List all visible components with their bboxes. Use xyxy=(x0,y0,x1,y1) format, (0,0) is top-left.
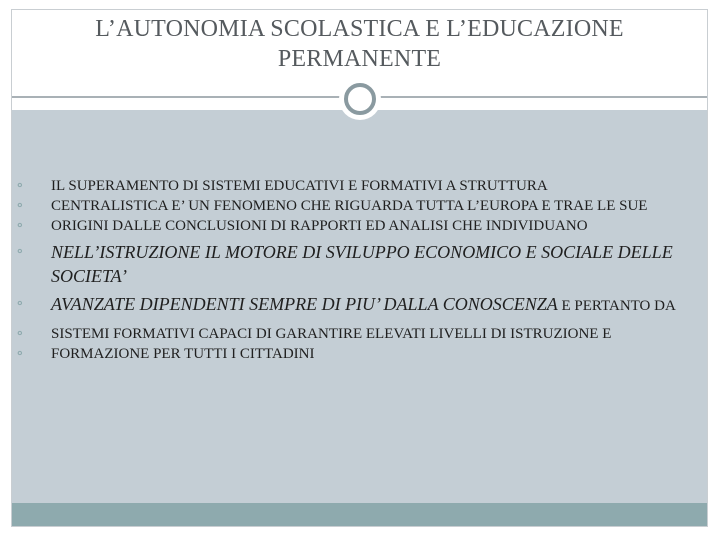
orb-bullet-icon: ∘ xyxy=(16,177,24,194)
bullet-text: FORMAZIONE PER TUTTI I CITTADINI xyxy=(51,346,315,362)
bullet-item xyxy=(12,240,692,288)
orb-bullet-icon: ∘ xyxy=(16,345,24,362)
bullet-list xyxy=(12,176,692,364)
orb-bullet-icon: ∘ xyxy=(16,217,24,234)
divider-circle-icon xyxy=(339,78,381,120)
orb-bullet-icon: ∘ xyxy=(16,325,24,342)
bullet-text-normal: E PERTANTO DA xyxy=(557,298,676,314)
bullet-item xyxy=(12,344,692,364)
orb-bullet-icon: ∘ xyxy=(16,197,24,214)
bullet-text: ORIGINI DALLE CONCLUSIONI DI RAPPORTI ED ANALISI CHE INDIVIDUANO xyxy=(51,218,588,234)
bullet-item xyxy=(12,176,692,196)
divider-circle-ring xyxy=(344,83,376,115)
footer-bar xyxy=(12,503,707,526)
orb-bullet-icon: ∘ xyxy=(16,295,24,312)
bullet-item xyxy=(12,196,692,216)
orb-bullet-icon: ∘ xyxy=(16,243,24,260)
bullet-text: IL SUPERAMENTO DI SISTEMI EDUCATIVI E FORMATIVI A STRUTTURA xyxy=(51,178,548,194)
bullet-item xyxy=(12,324,692,344)
bullet-text: NELL’ISTRUZIONE IL MOTORE DI SVILUPPO ECONOMICO E SOCIALE DELLE SOCIETA’ xyxy=(51,242,673,286)
bullet-text: CENTRALISTICA E’ UN FENOMENO CHE RIGUARDA TUTTA L’EUROPA E TRAE LE SUE xyxy=(51,198,648,214)
bullet-text-italic: AVANZATE DIPENDENTI SEMPRE DI PIU’ DALLA CONOSCENZA xyxy=(51,294,558,314)
bullet-item xyxy=(12,292,692,318)
bullet-text: SISTEMI FORMATIVI CAPACI DI GARANTIRE ELEVATI LIVELLI DI ISTRUZIONE E xyxy=(51,326,612,342)
slide-title: L’AUTONOMIA SCOLASTICA E L’EDUCAZIONE PERMANENTE xyxy=(95,16,624,72)
bullet-item xyxy=(12,216,692,236)
